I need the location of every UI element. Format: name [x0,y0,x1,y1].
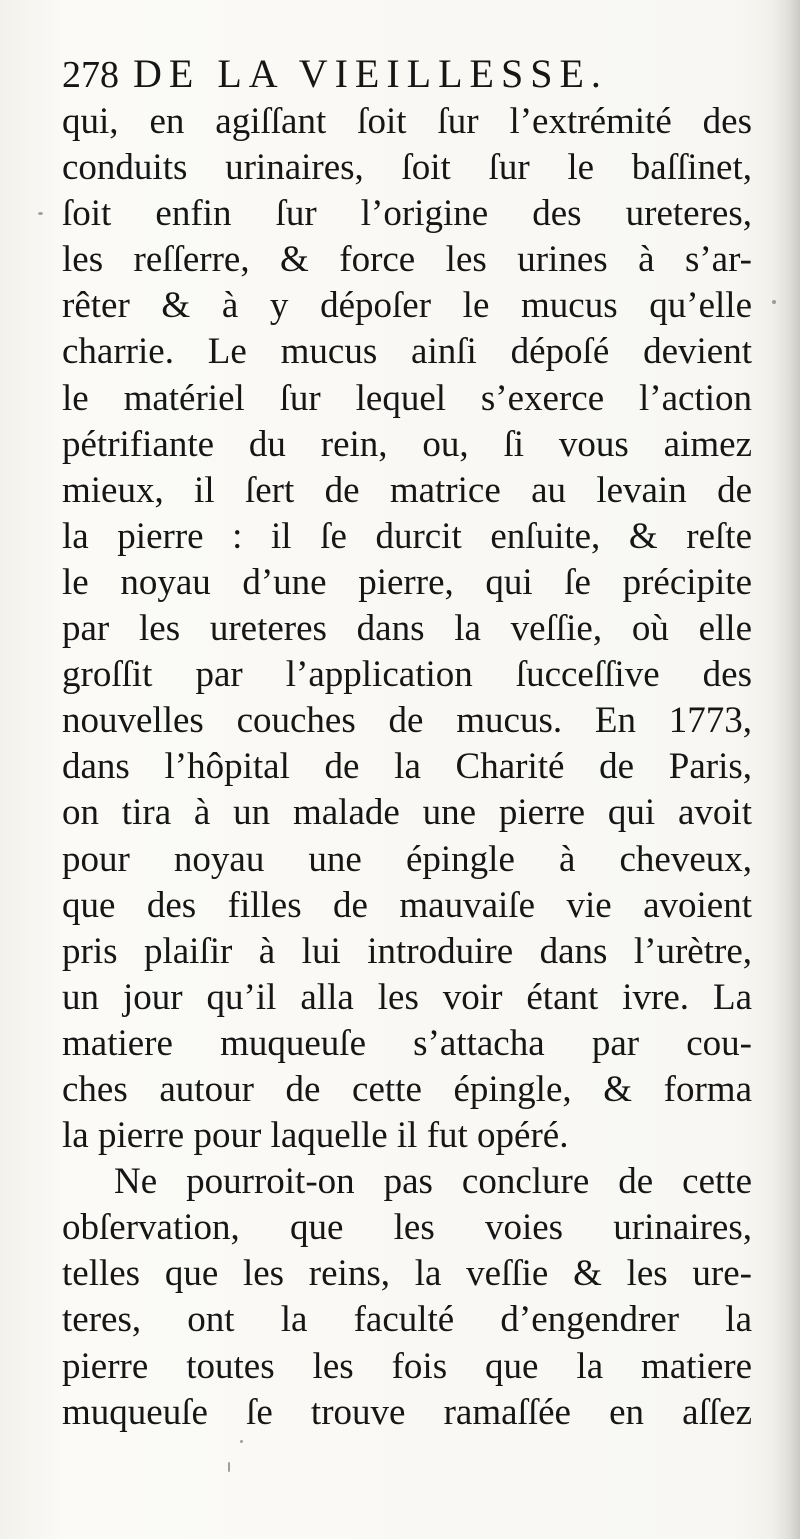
text-line: par les ureteres dans la veſſie, où elle [62,608,752,650]
text-line: muqueuſe ſe trouve ramaſſée en aſſez [62,1391,752,1433]
text-line: pierre toutes les fois que la matiere [62,1345,752,1387]
text-line: la pierre pour laquelle il fut opéré. [62,1115,569,1157]
text-line: les reſſerre, & force les urines à s’ar- [62,239,752,281]
text-line: teres, ont la faculté d’engendrer la [62,1299,752,1341]
paper-speck [240,1440,243,1443]
text-line: conduits urinaires, ſoit ſur le baſſinet, [62,147,752,189]
text-line: nouvelles couches de mucus. En 1773, [62,700,752,742]
text-line: le noyau d’une pierre, qui ſe précipite [62,561,752,603]
text-line: pour noyau une épingle à cheveux, [62,838,752,880]
text-line: le matériel ſur lequel s’exerce l’action [62,377,752,419]
text-line: que des filles de mauvaiſe vie avoient [62,884,752,926]
paragraph-first-line: Ne pourroit-on pas conclure de cette [114,1161,752,1203]
paper-speck [228,1462,230,1472]
text-line: dans l’hôpital de la Charité de Paris, [62,746,752,788]
paper-speck [38,212,43,215]
text-line: pétrifiante du rein, ou, ſi vous aimez [62,423,752,465]
text-line: un jour qu’il alla les voir étant ivre. La [62,976,752,1018]
text-line: pris plaiſir à lui introduire dans l’urètre, [62,930,752,972]
text-line: ſoit enfin ſur l’origine des ureteres, [62,193,752,235]
text-line: la pierre : il ſe durcit enſuite, & reſte [62,515,752,557]
text-line: obſervation, que les voies urinaires, [62,1207,752,1249]
text-line: matiere muqueuſe s’attacha par cou- [62,1022,752,1064]
text-line: mieux, il ſert de matrice au levain de [62,469,752,511]
body-text [62,99,752,1436]
text-line: telles que les reins, la veſſie & les ure- [62,1253,752,1295]
text-line: rêter & à y dépoſer le mucus qu’elle [62,285,752,327]
text-line: on tira à un malade une pierre qui avoit [62,792,752,834]
running-head [62,50,752,100]
text-line: groſſit par l’application ſucceſſive des [62,654,752,696]
text-line: charrie. Le mucus ainſi dépoſé devient [62,331,752,373]
paper-speck [772,300,776,304]
page-number: 278 [62,54,119,96]
text-line: qui, en agiſſant ſoit ſur l’extrémité des [62,101,752,142]
page-edge-shadow [772,0,800,1539]
text-line: ches autour de cette épingle, & forma [62,1068,752,1110]
running-title: DE LA VIEILLESSE. [133,51,608,96]
